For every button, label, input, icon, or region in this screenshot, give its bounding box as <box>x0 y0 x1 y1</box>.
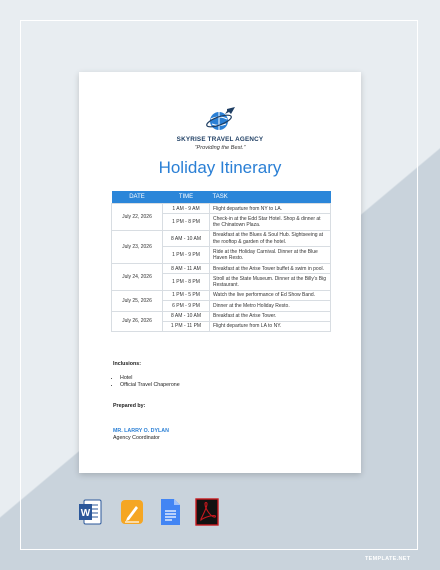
task-cell: Watch the live performance of Ed Show Band. <box>210 290 331 300</box>
time-cell: 1 PM - 9 PM <box>163 247 210 264</box>
signatory-role: Agency Coordinator <box>113 435 160 441</box>
task-cell: Check-in at the Edd Star Hotel. Shop & dinner at the Chinatown Plaza. <box>210 214 331 231</box>
list-item: • Official Travel Chaperone <box>120 382 180 389</box>
svg-text:W: W <box>80 508 91 519</box>
time-cell: 8 AM - 10 AM <box>163 311 210 321</box>
time-cell: 8 AM - 11 AM <box>163 264 210 274</box>
date-cell: July 25, 2026 <box>112 290 163 311</box>
time-cell: 6 PM - 9 PM <box>163 301 210 311</box>
pdf-icon[interactable] <box>195 498 219 526</box>
itinerary-table <box>111 191 331 332</box>
time-cell: 1 PM - 5 PM <box>163 290 210 300</box>
signatory-name: MR. LARRY O. DYLAN <box>113 428 169 434</box>
brand-watermark: TEMPLATE.NET <box>365 556 411 562</box>
list-item: • Hotel <box>120 375 180 382</box>
document-page <box>79 72 361 473</box>
time-cell: 1 PM - 8 PM <box>163 214 210 231</box>
prepared-by-label: Prepared by: <box>113 403 146 409</box>
table-header-row <box>112 191 331 204</box>
word-icon[interactable] <box>78 498 102 526</box>
time-column-header: TIME <box>163 191 210 204</box>
table-row <box>112 311 331 321</box>
task-cell: Flight departure from LA to NY. <box>210 321 331 331</box>
table-row <box>112 290 331 300</box>
agency-name: SKYRISE TRAVEL AGENCY <box>176 136 264 143</box>
date-cell: July 23, 2026 <box>112 230 163 263</box>
task-cell: Breakfast at the Arise Tower. <box>210 311 331 321</box>
time-cell: 1 AM - 9 AM <box>163 204 210 214</box>
table-row <box>112 204 331 214</box>
date-cell: July 24, 2026 <box>112 264 163 291</box>
table-row <box>112 230 331 247</box>
time-cell: 1 PM - 8 PM <box>163 274 210 291</box>
time-cell: 8 AM - 10 AM <box>163 230 210 247</box>
table-row <box>112 264 331 274</box>
globe-airplane-logo-icon <box>205 105 237 133</box>
date-cell: July 26, 2026 <box>112 311 163 332</box>
inclusions-heading: Inclusions: <box>113 361 141 367</box>
task-cell: Breakfast at the Blues & Soul Hub. Sightseeing at the rooftop & garden of the hotel. <box>210 230 331 247</box>
task-cell: Stroll at the State Museum. Dinner at the Billy’s Big Restaurant. <box>210 274 331 291</box>
date-column-header: DATE <box>112 191 163 204</box>
google-docs-icon[interactable] <box>158 498 182 526</box>
date-cell: July 22, 2026 <box>112 204 163 231</box>
task-cell: Ride at the Holiday Carnival. Dinner at the Blue Haven Resto. <box>210 247 331 264</box>
pages-icon[interactable] <box>120 498 144 526</box>
inclusions-list <box>113 375 180 389</box>
task-cell: Breakfast at the Arise Tower buffet & swim in pool. <box>210 264 331 274</box>
task-cell: Dinner at the Metro Holiday Resto. <box>210 301 331 311</box>
task-column-header: TASK <box>210 191 331 204</box>
time-cell: 1 PM - 11 PM <box>163 321 210 331</box>
task-cell: Flight departure from NY to LA. <box>210 204 331 214</box>
agency-tagline: “Providing the Best.” <box>194 145 246 151</box>
document-title: Holiday Itinerary <box>158 158 282 177</box>
